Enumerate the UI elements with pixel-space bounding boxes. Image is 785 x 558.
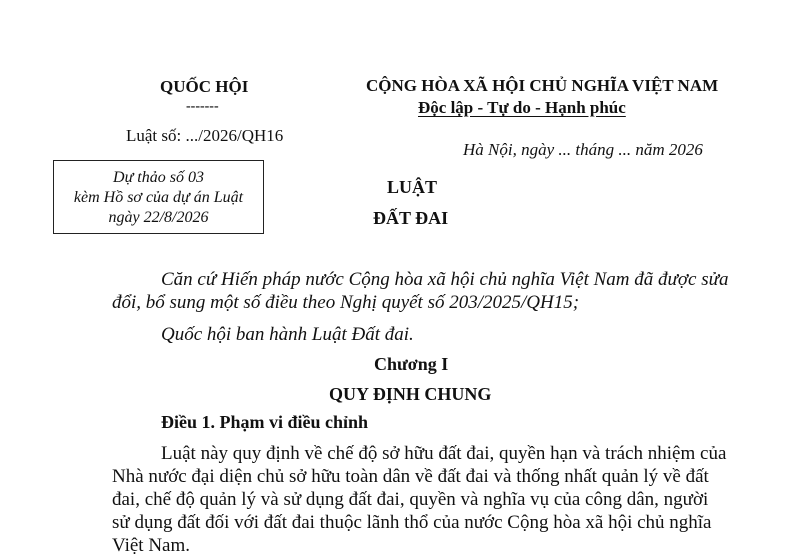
article-1-line-2: Nhà nước đại diện chủ sở hữu toàn dân về đất đai và thống nhất quản lý về đất bbox=[112, 466, 709, 487]
national-motto: Độc lập - Tự do - Hạnh phúc bbox=[418, 98, 626, 117]
law-title-line-1: LUẬT bbox=[387, 177, 438, 197]
preamble-basis-line-2: đổi, bổ sung một số điều theo Nghị quyết số 203/2025/QH15; bbox=[112, 292, 580, 313]
preamble-enactment: Quốc hội ban hành Luật Đất đai. bbox=[161, 324, 414, 345]
chapter-name: QUY ĐỊNH CHUNG bbox=[329, 384, 492, 404]
draft-note-line-2: kèm Hồ sơ của dự án Luật bbox=[73, 189, 244, 206]
law-title-line-2: ĐẤT ĐAI bbox=[373, 208, 449, 228]
place-date: Hà Nội, ngày ... tháng ... năm 2026 bbox=[463, 140, 703, 159]
draft-note-box bbox=[53, 160, 264, 234]
article-1-line-3: đai, chế độ quản lý và sử dụng đất đai, quyền và nghĩa vụ của công dân, người bbox=[112, 489, 709, 510]
article-1-line-4: sử dụng đất đối với đất đai thuộc lãnh thổ của nước Cộng hòa xã hội chủ nghĩa bbox=[112, 512, 712, 533]
article-1-heading: Điều 1. Phạm vi điều chỉnh bbox=[161, 412, 369, 432]
article-1-line-1: Luật này quy định về chế độ sở hữu đất đai, quyền hạn và trách nhiệm của bbox=[161, 443, 727, 464]
draft-note-line-3: ngày 22/8/2026 bbox=[108, 209, 209, 226]
chapter-number: Chương I bbox=[374, 354, 449, 374]
article-1-line-5: Việt Nam. bbox=[112, 535, 191, 556]
preamble-basis-line-1: Căn cứ Hiến pháp nước Cộng hòa xã hội chủ nghĩa Việt Nam đã được sửa bbox=[161, 269, 729, 290]
draft-note-line-1: Dự thảo số 03 bbox=[113, 169, 204, 186]
law-number: Luật số: .../2026/QH16 bbox=[126, 126, 284, 145]
issuer-name: QUỐC HỘI bbox=[160, 77, 249, 96]
country-name: CỘNG HÒA XÃ HỘI CHỦ NGHĨA VIỆT NAM bbox=[366, 76, 719, 95]
issuer-rule: ------- bbox=[186, 99, 219, 114]
